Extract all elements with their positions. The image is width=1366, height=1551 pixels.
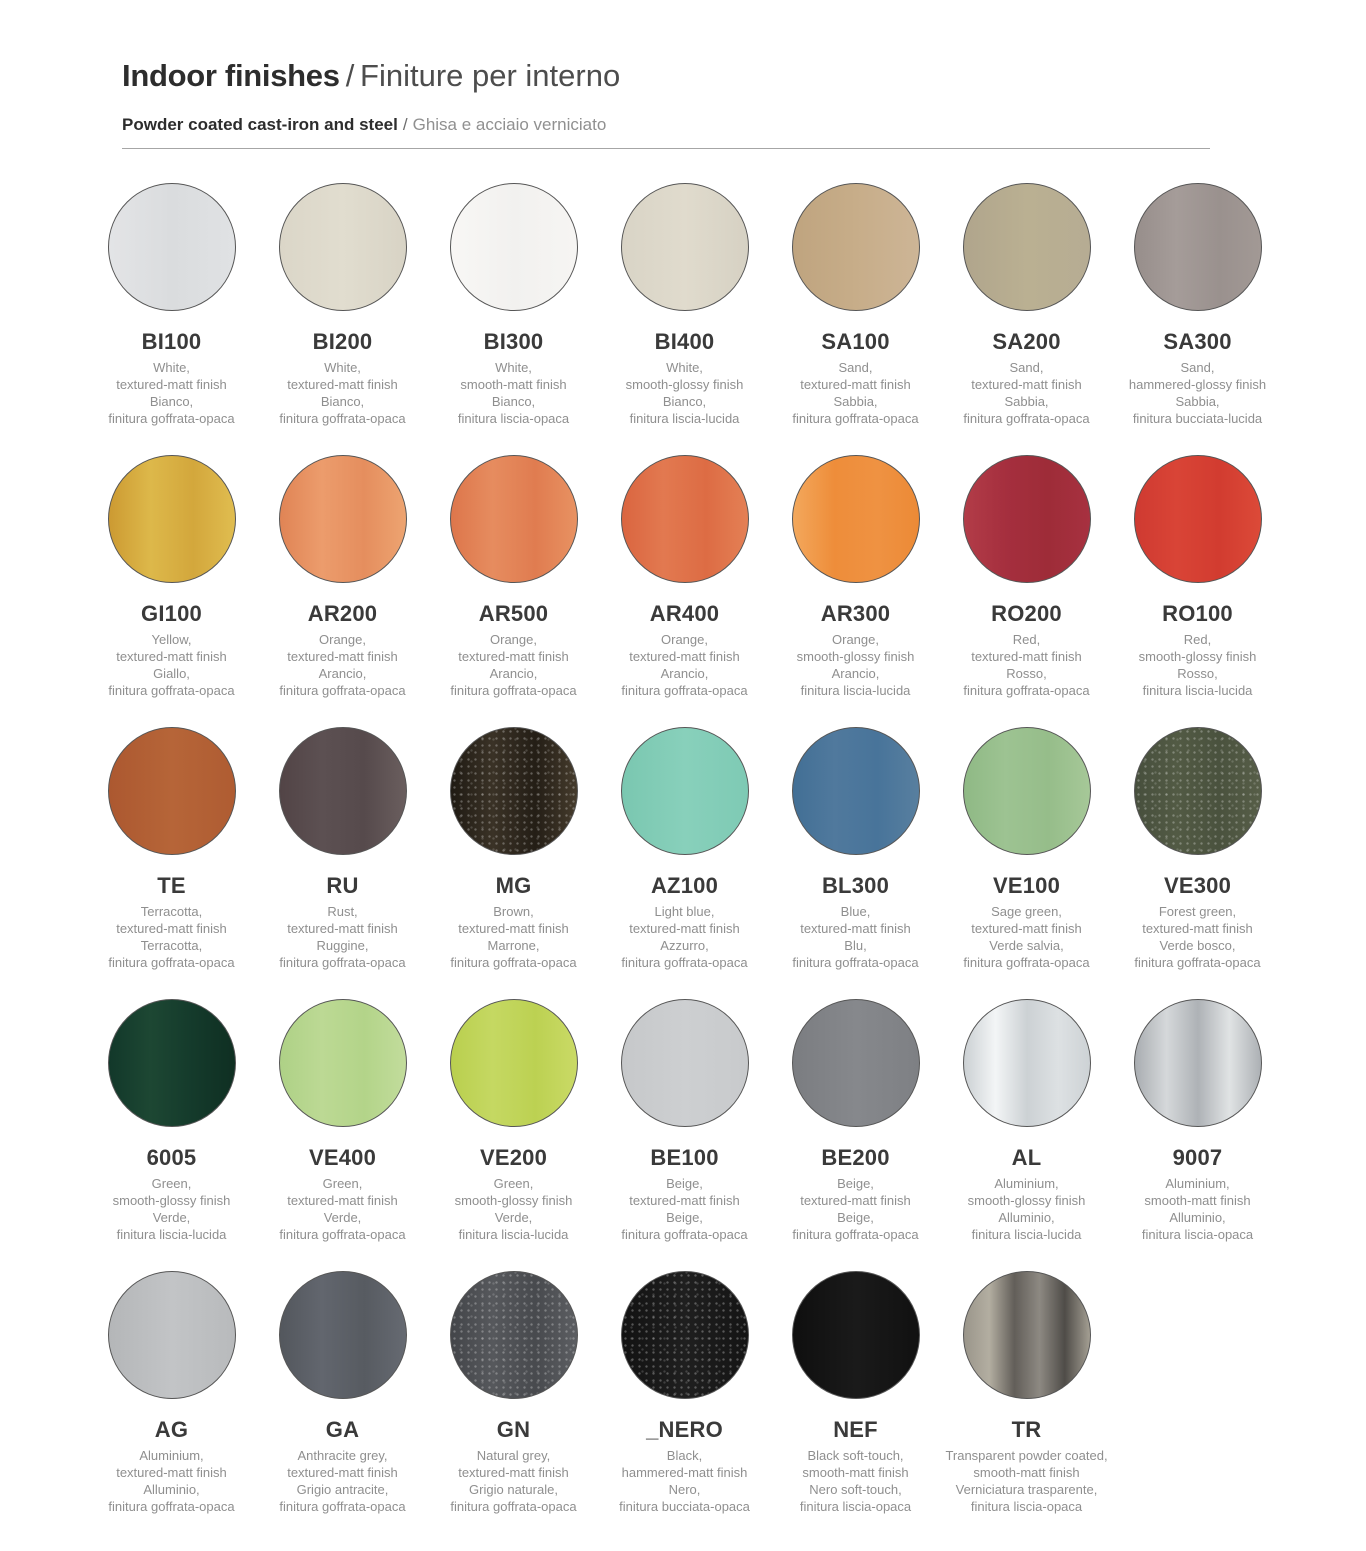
finish-desc-line: textured-matt finish [971,921,1082,936]
color-swatch [450,1271,578,1399]
finish-description [428,1447,599,1515]
finish-desc-line: finitura liscia-opaca [970,1499,1083,1514]
finish-desc-line: Verde, [494,1210,533,1225]
page-header [122,58,1210,149]
finish-cell [1112,183,1283,427]
finish-desc-line: Grigio antracite, [296,1482,389,1497]
finish-cell [941,999,1112,1243]
color-swatch [279,183,407,311]
finish-code: VE300 [1163,873,1232,898]
finish-desc-line: finitura goffrata-opaca [621,955,748,970]
finish-desc-line: Rosso, [1006,666,1047,681]
finish-code: NEF [833,1417,878,1442]
finish-cell [941,183,1112,427]
finish-code: AZ100 [650,873,719,898]
finish-description [86,631,257,699]
finish-desc-line: finitura goffrata-opaca [108,411,235,426]
finish-desc-line: finitura goffrata-opaca [621,1227,748,1242]
finish-code: TE [157,873,186,898]
color-swatch [621,1271,749,1399]
finish-code: _NERO [646,1417,723,1442]
color-swatch [792,1271,920,1399]
finish-description [941,1175,1112,1243]
finish-desc-line: Grigio naturale, [469,1482,558,1497]
finish-desc-line: Terracotta, [140,904,203,919]
finish-description [428,359,599,427]
finish-desc-line: textured-matt finish [287,921,398,936]
page-title [122,58,1210,94]
page-subtitle [122,115,1210,135]
finish-desc-line: Terracotta, [140,938,203,953]
finish-cell [770,999,941,1243]
finish-desc-line: Arancio, [489,666,538,681]
finish-desc-line: Arancio, [660,666,709,681]
finish-cell [428,183,599,427]
finish-description [941,631,1112,699]
finish-desc-line: textured-matt finish [971,377,1082,392]
color-swatch [108,455,236,583]
finish-description [257,1447,428,1515]
page-subtitle-it: Ghisa e acciaio verniciato [412,115,607,134]
color-swatch [279,727,407,855]
finish-desc-line: Black soft-touch, [807,1448,904,1463]
finish-desc-line: Green, [151,1176,192,1191]
finish-desc-line: finitura goffrata-opaca [279,955,406,970]
finish-description [1112,1175,1283,1243]
finish-cell [86,455,257,699]
finish-code: 9007 [1172,1145,1223,1170]
finish-cell [770,183,941,427]
finish-cell [599,727,770,971]
color-swatch [792,999,920,1127]
finish-desc-line: textured-matt finish [287,377,398,392]
finish-description [428,631,599,699]
finish-desc-line: Bianco, [149,394,194,409]
finish-cell [86,183,257,427]
finish-code: VE200 [479,1145,548,1170]
finish-code: RO100 [1162,601,1233,626]
color-swatch [792,727,920,855]
finish-desc-line: textured-matt finish [287,649,398,664]
finish-desc-line: White, [666,360,703,375]
finish-desc-line: Ruggine, [316,938,369,953]
finish-cell [770,455,941,699]
finish-desc-line: Verde salvia, [989,938,1064,953]
finish-desc-line: White, [153,360,190,375]
finish-desc-line: textured-matt finish [629,649,740,664]
finish-description [1112,631,1283,699]
finish-desc-line: smooth-glossy finish [1138,649,1257,664]
finish-description [1112,359,1283,427]
finish-cell [599,999,770,1243]
finish-desc-line: finitura goffrata-opaca [450,1499,577,1514]
finish-desc-line: Sand, [1009,360,1044,375]
finish-cell [257,1271,428,1515]
finish-code: SA300 [1163,329,1232,354]
finish-desc-line: finitura liscia-lucida [1142,683,1253,698]
finish-description [599,1175,770,1243]
finish-desc-line: Green, [493,1176,534,1191]
color-swatch [279,455,407,583]
finish-code: BI300 [483,329,544,354]
finish-desc-line: Verde, [323,1210,362,1225]
finish-desc-line: Red, [1012,632,1041,647]
finish-desc-line: textured-matt finish [629,1193,740,1208]
finish-cell [599,455,770,699]
finish-desc-line: Rust, [327,904,358,919]
finish-code: GA [325,1417,360,1442]
color-swatch [621,183,749,311]
finish-code: BI200 [312,329,373,354]
finish-desc-line: textured-matt finish [287,1193,398,1208]
color-swatch [621,455,749,583]
finish-cell [428,727,599,971]
finish-desc-line: hammered-glossy finish [1128,377,1267,392]
finish-desc-line: Blue, [840,904,871,919]
finish-desc-line: textured-matt finish [116,377,227,392]
finish-desc-line: finitura goffrata-opaca [450,683,577,698]
finish-description [257,1175,428,1243]
finish-desc-line: Black, [666,1448,703,1463]
finish-desc-line: finitura goffrata-opaca [279,1499,406,1514]
finish-desc-line: Orange, [661,632,708,647]
finish-cell [257,727,428,971]
finish-code: AR500 [478,601,549,626]
finish-desc-line: finitura goffrata-opaca [792,955,919,970]
finish-description [770,1447,941,1515]
finish-desc-line: finitura goffrata-opaca [963,411,1090,426]
color-swatch [792,183,920,311]
finish-code: AR300 [820,601,891,626]
color-swatch [963,1271,1091,1399]
finish-cell [770,1271,941,1515]
finish-cell [428,455,599,699]
color-swatch [792,455,920,583]
finish-description [257,359,428,427]
finish-desc-line: Alluminio, [1169,1210,1226,1225]
finish-cell [86,999,257,1243]
finish-code: GN [496,1417,531,1442]
finish-code: VE100 [992,873,1061,898]
color-swatch [108,727,236,855]
finish-desc-line: smooth-glossy finish [112,1193,231,1208]
finish-description [86,903,257,971]
finish-desc-line: Aluminium, [139,1448,204,1463]
finish-desc-line: textured-matt finish [458,649,569,664]
finish-desc-line: finitura goffrata-opaca [279,683,406,698]
finish-description [770,903,941,971]
finish-desc-line: Bianco, [320,394,365,409]
color-swatch [450,727,578,855]
finish-desc-line: finitura liscia-opaca [1141,1227,1254,1242]
finish-cell [86,1271,257,1515]
finish-description [941,903,1112,971]
finish-desc-line: Beige, [837,1176,874,1191]
subtitle-separator: / [402,115,408,134]
finish-cell [86,727,257,971]
color-swatch [450,183,578,311]
finish-code: BI400 [654,329,715,354]
finish-desc-line: Verde, [152,1210,191,1225]
finish-desc-line: smooth-glossy finish [625,377,744,392]
finish-desc-line: Orange, [490,632,537,647]
finish-desc-line: Sand, [1180,360,1215,375]
catalog-page [0,58,1366,1551]
finish-desc-line: Verde bosco, [1159,938,1236,953]
finish-desc-line: finitura liscia-lucida [116,1227,227,1242]
finish-description [599,359,770,427]
color-swatch [108,183,236,311]
color-swatch [963,455,1091,583]
finish-desc-line: finitura liscia-opaca [457,411,570,426]
finish-desc-line: finitura liscia-lucida [629,411,740,426]
finish-code: SA100 [821,329,890,354]
finish-desc-line: smooth-matt finish [802,1465,909,1480]
color-swatch [279,999,407,1127]
finish-desc-line: Sage green, [991,904,1062,919]
finish-desc-line: Sabbia, [833,394,878,409]
finish-desc-line: textured-matt finish [458,921,569,936]
finish-description [599,1447,770,1515]
finish-cell [1112,999,1283,1243]
finish-code: VE400 [308,1145,377,1170]
finish-description [770,1175,941,1243]
finish-description [257,903,428,971]
finish-desc-line: finitura goffrata-opaca [450,955,577,970]
finish-desc-line: textured-matt finish [800,377,911,392]
finish-desc-line: finitura goffrata-opaca [108,1499,235,1514]
finish-desc-line: Rosso, [1177,666,1218,681]
page-title-en: Indoor finishes [122,58,340,93]
finish-desc-line: finitura bucciata-opaca [619,1499,750,1514]
finish-description [599,903,770,971]
finish-desc-line: Alluminio, [998,1210,1055,1225]
finish-desc-line: Nero, [668,1482,701,1497]
finish-desc-line: textured-matt finish [458,1465,569,1480]
color-swatch [621,999,749,1127]
finish-description [257,631,428,699]
finish-cell [257,999,428,1243]
finish-desc-line: Giallo, [153,666,190,681]
finish-desc-line: Orange, [319,632,366,647]
finish-desc-line: smooth-matt finish [1144,1193,1251,1208]
finish-desc-line: White, [324,360,361,375]
finish-cell [599,1271,770,1515]
finish-desc-line: finitura goffrata-opaca [1134,955,1261,970]
finish-desc-line: Aluminium, [994,1176,1059,1191]
finish-code: SA200 [992,329,1061,354]
finish-desc-line: finitura goffrata-opaca [963,683,1090,698]
finish-desc-line: Brown, [493,904,534,919]
finish-desc-line: hammered-matt finish [621,1465,748,1480]
page-subtitle-en: Powder coated cast-iron and steel [122,115,398,134]
finish-desc-line: Forest green, [1158,904,1237,919]
finish-desc-line: Alluminio, [143,1482,200,1497]
finish-desc-line: textured-matt finish [287,1465,398,1480]
finish-code: TR [1011,1417,1042,1442]
finish-desc-line: Aluminium, [1165,1176,1230,1191]
finish-code: RU [326,873,359,898]
finish-cell [941,1271,1112,1515]
finish-desc-line: smooth-glossy finish [967,1193,1086,1208]
finish-desc-line: textured-matt finish [800,1193,911,1208]
finish-desc-line: finitura goffrata-opaca [279,411,406,426]
color-swatch [963,727,1091,855]
finish-desc-line: textured-matt finish [116,649,227,664]
finish-desc-line: Green, [322,1176,363,1191]
finish-description [428,1175,599,1243]
finish-desc-line: smooth-matt finish [973,1465,1080,1480]
finish-description [86,359,257,427]
finish-desc-line: finitura liscia-lucida [971,1227,1082,1242]
color-swatch [450,999,578,1127]
finish-code: BI100 [141,329,202,354]
finish-desc-line: Sand, [838,360,873,375]
finish-code: AR400 [649,601,720,626]
finish-description [1112,903,1283,971]
finish-desc-line: finitura liscia-lucida [800,683,911,698]
finish-description [941,1447,1112,1515]
finish-description [941,359,1112,427]
finish-cell [1112,455,1283,699]
finish-desc-line: Anthracite grey, [297,1448,388,1463]
finish-desc-line: Blu, [844,938,867,953]
finish-description [770,631,941,699]
color-swatch [1134,455,1262,583]
finish-cell [941,727,1112,971]
finish-desc-line: finitura liscia-lucida [458,1227,569,1242]
finish-desc-line: White, [495,360,532,375]
finish-desc-line: Transparent powder coated, [945,1448,1108,1463]
finish-code: BE100 [650,1145,719,1170]
finishes-grid [86,183,1366,1515]
finish-desc-line: textured-matt finish [800,921,911,936]
finish-desc-line: smooth-glossy finish [454,1193,573,1208]
color-swatch [279,1271,407,1399]
finish-desc-line: Marrone, [487,938,540,953]
finish-code: MG [495,873,532,898]
finish-code: 6005 [146,1145,197,1170]
finish-desc-line: Natural grey, [476,1448,551,1463]
finish-cell [599,183,770,427]
color-swatch [1134,999,1262,1127]
finish-code: AR200 [307,601,378,626]
finish-cell [770,727,941,971]
finish-desc-line: Arancio, [831,666,880,681]
finish-desc-line: finitura goffrata-opaca [108,955,235,970]
finish-desc-line: Beige, [837,1210,874,1225]
finish-desc-line: Verniciatura trasparente, [955,1482,1098,1497]
color-swatch [621,727,749,855]
finish-desc-line: Beige, [666,1176,703,1191]
finish-desc-line: Light blue, [654,904,715,919]
finish-desc-line: finitura goffrata-opaca [963,955,1090,970]
finish-cell [941,455,1112,699]
finish-desc-line: textured-matt finish [971,649,1082,664]
title-separator: / [345,58,355,93]
finish-desc-line: Bianco, [491,394,536,409]
finish-desc-line: Sabbia, [1004,394,1049,409]
finish-desc-line: smooth-glossy finish [796,649,915,664]
page-title-it: Finiture per interno [360,58,621,93]
finish-desc-line: finitura goffrata-opaca [279,1227,406,1242]
finish-desc-line: Azzurro, [660,938,709,953]
color-swatch [963,183,1091,311]
finish-desc-line: Orange, [832,632,879,647]
finish-description [86,1447,257,1515]
finish-desc-line: finitura bucciata-lucida [1132,411,1263,426]
finish-cell [257,455,428,699]
color-swatch [108,999,236,1127]
finish-code: AL [1011,1145,1042,1170]
color-swatch [963,999,1091,1127]
finish-desc-line: Red, [1183,632,1212,647]
finish-desc-line: textured-matt finish [116,921,227,936]
finish-cell [428,999,599,1243]
finish-desc-line: textured-matt finish [629,921,740,936]
finish-code: BE200 [821,1145,890,1170]
finish-desc-line: finitura liscia-opaca [799,1499,912,1514]
finish-cell [1112,727,1283,971]
finish-code: BL300 [821,873,890,898]
color-swatch [108,1271,236,1399]
finish-desc-line: textured-matt finish [116,1465,227,1480]
finish-code: AG [154,1417,189,1442]
color-swatch [1134,183,1262,311]
finish-desc-line: finitura goffrata-opaca [792,411,919,426]
divider [122,148,1210,149]
finish-desc-line: Nero soft-touch, [809,1482,902,1497]
finish-desc-line: Beige, [666,1210,703,1225]
finish-desc-line: textured-matt finish [1142,921,1253,936]
finish-desc-line: Bianco, [662,394,707,409]
finish-code: GI100 [141,601,202,626]
finish-desc-line: finitura goffrata-opaca [108,683,235,698]
finish-cell [428,1271,599,1515]
finish-description [599,631,770,699]
finish-desc-line: finitura goffrata-opaca [792,1227,919,1242]
finish-description [428,903,599,971]
finish-cell [257,183,428,427]
finish-description [770,359,941,427]
finish-code: RO200 [991,601,1062,626]
finish-desc-line: Sabbia, [1175,394,1220,409]
finish-description [86,1175,257,1243]
color-swatch [450,455,578,583]
finish-desc-line: smooth-matt finish [460,377,567,392]
finish-desc-line: Yellow, [151,632,192,647]
color-swatch [1134,727,1262,855]
finish-desc-line: finitura goffrata-opaca [621,683,748,698]
finish-desc-line: Arancio, [318,666,367,681]
